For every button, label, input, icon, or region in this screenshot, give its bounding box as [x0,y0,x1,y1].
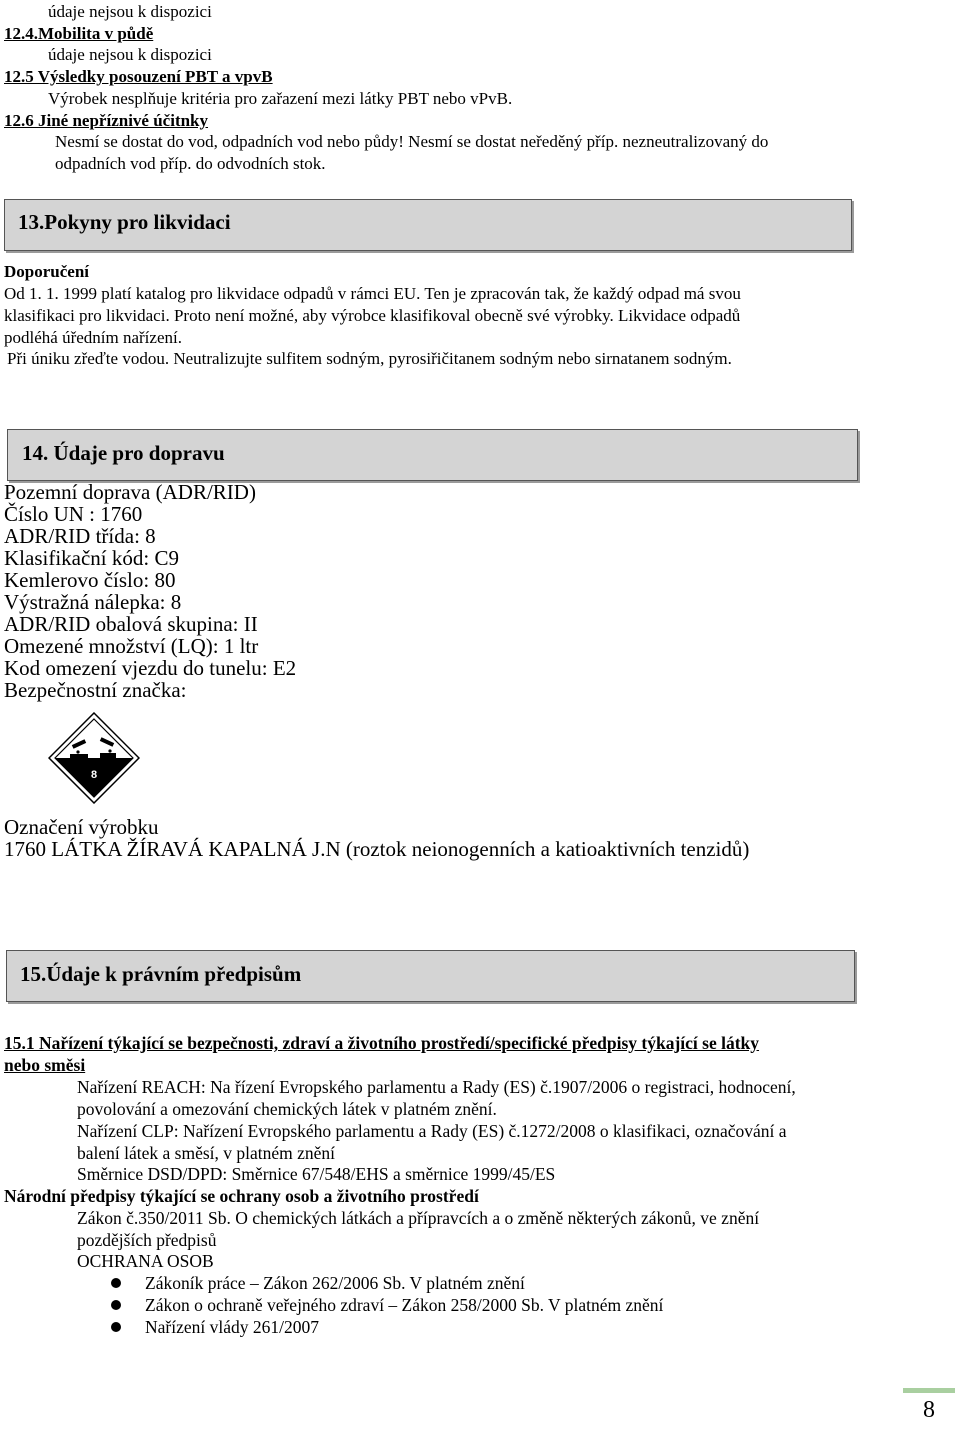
bullet-item: Nařízení vlády 261/2007 [145,1317,319,1337]
page-number-bar [903,1388,955,1393]
hazard-class-number: 8 [90,769,98,781]
transport-line: Kemlerovo číslo: 80 [4,568,176,592]
section-15-title: 15.Údaje k právním předpisům [20,962,302,986]
heading-15-1-cont: nebo směsi [4,1055,86,1075]
heading-12-5: 12.5 Výsledky posouzení PBT a vpvB [4,67,273,86]
bullet-icon [111,1278,121,1288]
text-line: podléhá úředním nařízení. [4,328,182,347]
bullet-icon [111,1300,121,1310]
corrosive-hazard-icon [48,712,140,804]
transport-line: Klasifikační kód: C9 [4,546,179,570]
page-number: 8 [923,1397,935,1423]
transport-line: Číslo UN : 1760 [4,502,143,526]
transport-line: Výstražná nálepka: 8 [4,590,182,614]
bullet-item: Zákon o ochraně veřejného zdraví – Zákon 258/2000 Sb. V platném znění [145,1295,664,1315]
regulation-line: Zákon č.350/2011 Sb. O chemických látkách a přípravcích a o změně některých zákonů, ve znění [77,1208,760,1228]
regulation-line: pozdějších předpisů [77,1230,217,1250]
bullet-item: Zákoník práce – Zákon 262/2006 Sb. V platném znění [145,1273,525,1293]
text-line: údaje nejsou k dispozici [48,45,212,64]
subheading-recommendation: Doporučení [4,262,89,281]
section-14-title: 14. Údaje pro dopravu [22,441,225,465]
regulation-line: Nařízení CLP: Nařízení Evropského parlamentu a Rady (ES) č.1272/2008 o klasifikaci, označování a [77,1121,787,1141]
section-13-title: 13.Pokyny pro likvidaci [18,210,231,234]
transport-line: Pozemní doprava (ADR/RID) [4,480,256,504]
text-line: Nesmí se dostat do vod, odpadních vod nebo půdy! Nesmí se dostat neředěný příp. nezneutralizovaný do [55,132,769,151]
text-line: Od 1. 1. 1999 platí katalog pro likvidace odpadů v rámci EU. Ten je zpracován tak, že každý odpad má svou [4,284,741,303]
heading-12-6: 12.6 Jiné nepříznivé účitnky [4,111,209,130]
text-line: klasifikaci pro likvidaci. Proto není možné, aby výrobce klasifikoval obecně své výrobky. Likvidace odpadů [4,306,741,325]
text-line: Výrobek nesplňuje kritéria pro zařazení mezi látky PBT nebo vPvB. [48,89,513,108]
text-line: Při úniku zřeďte vodou. Neutralizujte sulfitem sodným, pyrosiřičitanem sodným nebo sirnatanem sodným. [7,349,732,368]
transport-line: Kod omezení vjezdu do tunelu: E2 [4,656,297,680]
transport-line: ADR/RID obalová skupina: II [4,612,258,636]
heading-12-4: 12.4.Mobilita v půdě [4,24,154,43]
text-line: údaje nejsou k dispozici [48,2,212,21]
transport-line: Bezpečnostní značka: [4,678,187,702]
text-line: odpadních vod příp. do odvodních stok. [55,154,326,173]
regulation-line: Směrnice DSD/DPD: Směrnice 67/548/EHS a směrnice 1999/45/ES [77,1164,556,1184]
page-number-box [903,1388,955,1436]
heading-15-1: 15.1 Nařízení týkající se bezpečnosti, zdraví a životního prostředí/specifické předpisy týkající se látky [4,1033,760,1053]
transport-line: Omezené množství (LQ): 1 ltr [4,634,259,658]
transport-line: ADR/RID třída: 8 [4,524,156,548]
regulation-line: Nařízení REACH: Na řízení Evropského parlamentu a Rady (ES) č.1907/2006 o registraci, hodnocení, [77,1077,796,1097]
regulation-line: OCHRANA OSOB [77,1251,214,1271]
regulation-line: povolování a omezování chemických látek v platném znění. [77,1099,497,1119]
designation-text: 1760 LÁTKA ŽÍRAVÁ KAPALNÁ J.N (roztok neionogenních a katioaktivních tenzidů) [4,837,750,861]
regulation-line: balení látek a směsí, v platném znění [77,1143,336,1163]
designation-label: Označení výrobku [4,815,159,839]
bullet-icon [111,1322,121,1332]
national-regulations-heading: Národní předpisy týkající se ochrany osob a životního prostředí [4,1186,479,1206]
